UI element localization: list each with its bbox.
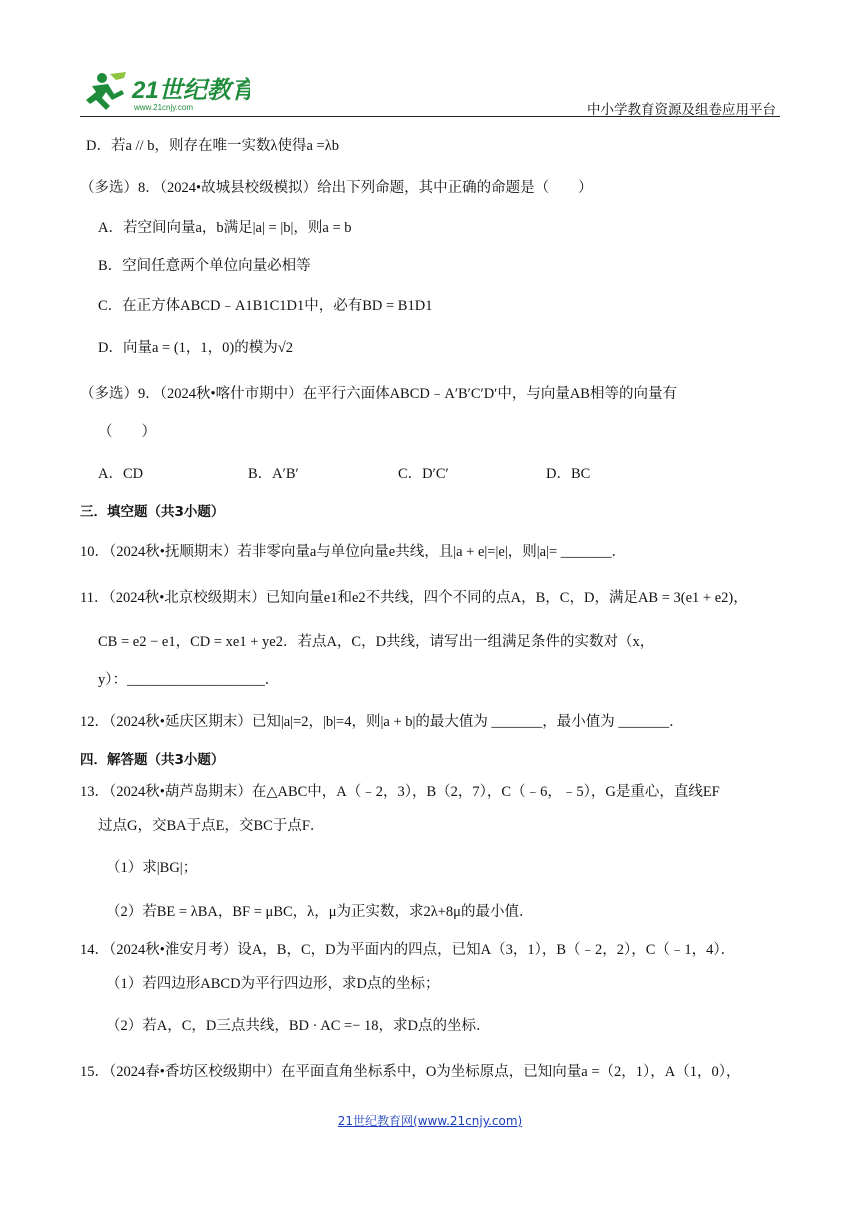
q8-stem: （多选）8．（2024•故城县校级模拟）给出下列命题，其中正确的命题是（ ） xyxy=(80,180,593,196)
q13-line1: 13．（2024秋•葫芦岛期末）在△ABC中，A（﹣2，3），B（2，7），C（﹣6，﹣5），G是重心，直线EF xyxy=(80,784,720,800)
q11-line1: 11．（2024秋•北京校级期末）已知向量e1和e2不共线，四个不同的点A，B，C，D，满足AB = 3(e1 + e2)， xyxy=(80,590,748,606)
svg-text:21世纪教育: 21世纪教育 xyxy=(132,77,250,104)
q14-line1: 14．（2024秋•淮安月考）设A，B，C，D为平面内的四点，已知A（3，1），B（﹣2，2），C（﹣1，4）． xyxy=(80,942,736,958)
site-logo xyxy=(80,68,250,114)
section-answer: 四．解答题（共3小题） xyxy=(80,752,225,768)
q14-part2: （2）若A，C，D三点共线，BD · AC =− 18，求D点的坐标． xyxy=(106,1018,491,1034)
q13-part2: （2）若BE = λBA，BF = μBC，λ，μ为正实数，求2λ+8μ的最小值． xyxy=(106,904,534,920)
q15-line1: 15．（2024春•香坊区校级期中）在平面直角坐标系中，O为坐标原点，已知向量a =（2，1），A（1，0）， xyxy=(80,1064,741,1080)
q9-stem: （多选）9．（2024秋•喀什市期中）在平行六面体ABCD﹣A′B′C′D′中，与向量AB相等的向量有 xyxy=(80,386,677,402)
q8-option-a: A．若空间向量a，b满足|a| = |b|，则a = b xyxy=(98,220,352,236)
header-divider xyxy=(80,116,780,117)
q9-option-c: C．D′C′ xyxy=(398,466,449,482)
q11-line2: CB = e2 − e1，CD = xe1 + ye2．若点A，C，D共线，请写出一组满足条件的实数对（x， xyxy=(98,634,655,650)
platform-title: 中小学教育资源及组卷应用平台 xyxy=(587,102,776,118)
q9-option-d: D．BC xyxy=(546,466,591,482)
svg-text:www.21cnjy.com: www.21cnjy.com xyxy=(134,103,193,112)
q14-part1: （1）若四边形ABCD为平行四边形，求D点的坐标； xyxy=(106,976,440,992)
footer-link[interactable]: 21世纪教育网(www.21cnjy.com) xyxy=(337,1114,523,1128)
q8-option-d: D．向量a = (1，1，0)的模为√2 xyxy=(98,340,293,356)
q12: 12．（2024秋•延庆区期末）已知|a|=2，|b|=4，则|a + b|的最大值为 _______，最小值为 _______． xyxy=(80,714,684,730)
q13-line2: 过点G，交BA于点E，交BC于点F． xyxy=(98,818,325,834)
q8-option-b: B．空间任意两个单位向量必相等 xyxy=(98,258,311,274)
q10: 10．（2024秋•抚顺期末）若非零向量a与单位向量e共线，且|a + e|=|e|，则|a|= _______． xyxy=(80,544,627,560)
q7-option-d: D．若a // b，则存在唯一实数λ使得a =λb xyxy=(86,138,340,154)
q11-line3: y）：___________________． xyxy=(98,672,280,688)
q9-option-a: A．CD xyxy=(98,466,144,482)
q9-paren: （ ） xyxy=(98,424,156,440)
q9-option-b: B．A′B′ xyxy=(248,466,299,482)
q8-option-c: C．在正方体ABCD﹣A1B1C1D1中，必有BD = B1D1 xyxy=(98,298,433,314)
q13-part1: （1）求|BG|； xyxy=(106,860,198,876)
section-fill-blank: 三．填空题（共3小题） xyxy=(80,504,225,520)
